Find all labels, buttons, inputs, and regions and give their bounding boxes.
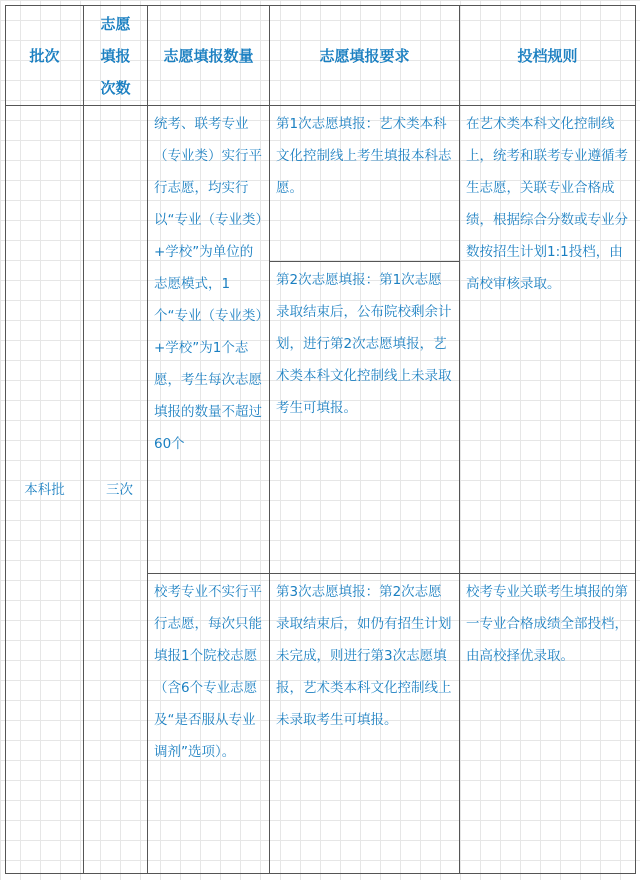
count-cell [84, 106, 148, 874]
batch-cell: 本科批 [6, 106, 84, 874]
quantity-cell-2: 校考专业不实行平行志愿，每次只能填报1个院校志愿（含6个专业志愿及“是否服从专业调剂”选项）。 [148, 574, 270, 874]
requirement-cell-1: 第1次志愿填报：艺术类本科文化控制线上考生填报本科志愿。 [270, 106, 460, 262]
count-text: 三次 [106, 481, 133, 498]
header-count [84, 6, 148, 106]
header-quantity: 志愿填报数量 [148, 6, 270, 106]
requirement-cell-2: 第2次志愿填报：第1次志愿录取结束后，公布院校剩余计划，进行第2次志愿填报，艺术类本科文化控制线上未录取考生可填报。 [270, 262, 460, 574]
requirement-cell-3: 第3次志愿填报：第2次志愿录取结束后，如仍有招生计划未完成，则进行第3次志愿填报，艺术类本科文化控制线上未录取考生可填报。 [270, 574, 460, 874]
rule-cell-1: 在艺术类本科文化控制线上，统考和联考专业遵循考生志愿，关联专业合格成绩，根据综合分数或专业分数按招生计划1:1投档，由高校审核录取。 [460, 106, 636, 574]
header-row [6, 6, 636, 106]
header-requirement: 志愿填报要求 [270, 6, 460, 106]
header-rule: 投档规则 [460, 6, 636, 106]
quantity-cell-1: 统考、联考专业（专业类）实行平行志愿，均实行以“专业（专业类）+学校”为单位的志愿模式，1个“专业（专业类）+学校”为1个志愿，考生每次志愿填报的数量不超过60个 [148, 106, 270, 574]
admission-table [5, 5, 636, 874]
table-row [6, 106, 636, 262]
header-count-text: 志愿填报次数 [100, 14, 131, 97]
rule-cell-2: 校考专业关联考生填报的第一专业合格成绩全部投档，由高校择优录取。 [460, 574, 636, 874]
header-batch: 批次 [6, 6, 84, 106]
